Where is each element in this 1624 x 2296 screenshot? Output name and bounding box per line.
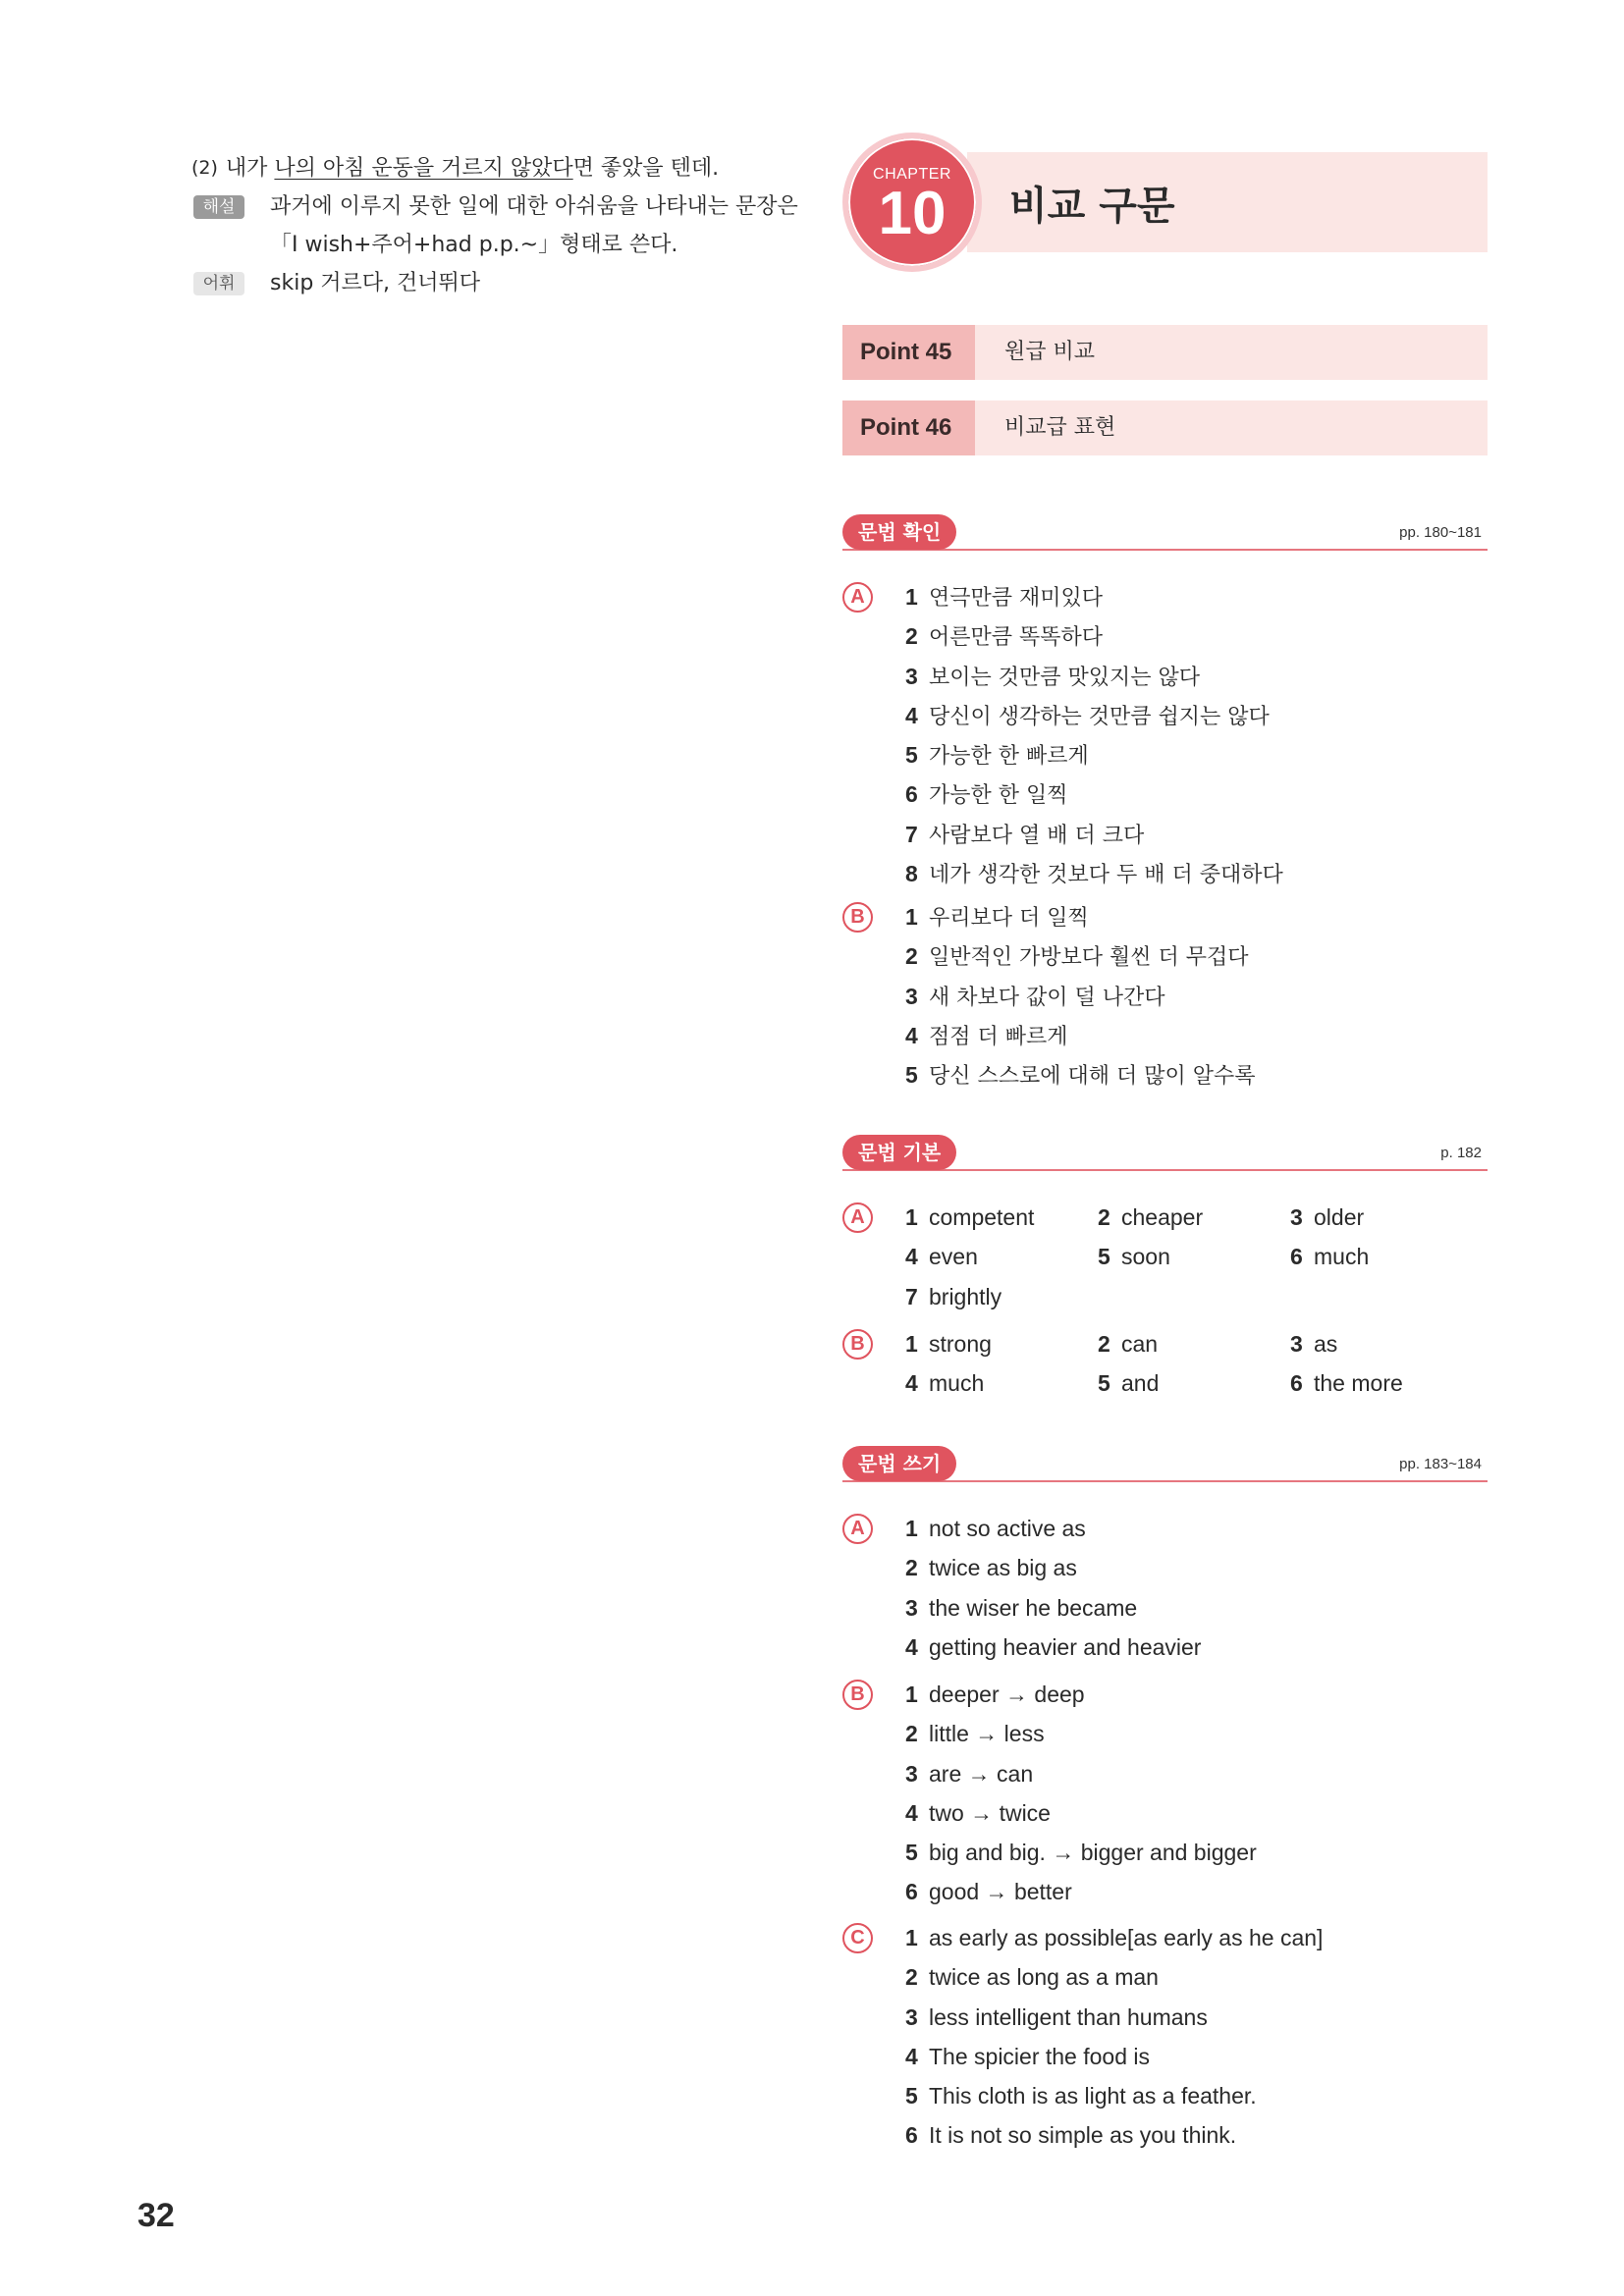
- item-text: the more: [1314, 1370, 1403, 1397]
- vocabulary-note: [191, 264, 800, 302]
- item-text: older: [1314, 1204, 1365, 1230]
- item-text: 당신이 생각하는 것만큼 쉽지는 않다: [929, 704, 1270, 729]
- answer-list: [905, 1199, 1488, 1317]
- item-text: 사람보다 열 배 더 크다: [929, 823, 1145, 848]
- answer-item: [905, 578, 1488, 617]
- group-marker: A: [842, 582, 873, 613]
- answer-list: [905, 1510, 1488, 1668]
- answer-item: [905, 1794, 1488, 1834]
- item-text: as: [1314, 1331, 1338, 1357]
- section-header-grammar-check: [842, 514, 1488, 554]
- answer-item: [905, 775, 1488, 815]
- answer-item: [905, 1919, 1488, 1958]
- item-number: 5: [905, 1840, 918, 1866]
- item-text: 보이는 것만큼 맛있지는 않다: [929, 665, 1201, 690]
- answer-item: [905, 1834, 1488, 1873]
- answer-list: [905, 898, 1488, 1095]
- item-text: 네가 생각한 것보다 두 배 더 중대하다: [929, 863, 1283, 888]
- answer-item: [905, 1715, 1488, 1754]
- item-number: 4: [905, 1370, 918, 1397]
- point-label: Point 45: [842, 325, 975, 380]
- item-number: 1: [905, 904, 918, 930]
- answer-item: [905, 937, 1488, 977]
- vocabulary-text: skip 거르다, 건너뛰다: [270, 271, 481, 295]
- item-text: less intelligent than humans: [929, 2003, 1208, 2030]
- explanation-text: 과거에 이루지 못한 일에 대한 아쉬움을 나타내는 문장은「I wish+주어+had p.p.~」형태로 쓴다.: [270, 194, 798, 257]
- answer-list: [905, 1919, 1488, 2157]
- item-number: 1: [905, 1682, 918, 1707]
- chapter-label: CHAPTER: [873, 166, 951, 183]
- question-number: (2): [191, 157, 218, 179]
- answer-item: [1098, 1238, 1290, 1277]
- answer-item: [1290, 1325, 1483, 1364]
- item-text: 가능한 한 일찍: [929, 783, 1068, 809]
- item-number: 1: [905, 1204, 918, 1230]
- item-text: deeper → deep: [929, 1682, 1085, 1707]
- question-2: [191, 149, 800, 187]
- answer-item: [905, 1278, 1098, 1317]
- answer-item: [1290, 1238, 1483, 1277]
- section-header-grammar-basics: [842, 1135, 1488, 1174]
- point-row-46: [842, 400, 1488, 455]
- answer-item: [905, 736, 1488, 775]
- item-number: 3: [905, 983, 918, 1009]
- item-number: 5: [1098, 1370, 1110, 1397]
- vocabulary-tag: 어휘: [193, 272, 244, 295]
- answer-item: [905, 1873, 1488, 1912]
- item-number: 5: [905, 2083, 918, 2109]
- answer-item: [905, 1199, 1098, 1238]
- item-text: 가능한 한 빠르게: [929, 744, 1089, 770]
- answer-item: [905, 898, 1488, 937]
- item-text: cheaper: [1121, 1204, 1204, 1230]
- point-row-45: [842, 325, 1488, 380]
- item-text: strong: [929, 1331, 992, 1357]
- answer-item: [905, 1017, 1488, 1056]
- item-number: 6: [1290, 1370, 1303, 1397]
- item-number: 3: [1290, 1331, 1303, 1357]
- section-pages: p. 182: [1440, 1145, 1482, 1161]
- item-number: 4: [905, 2043, 918, 2069]
- item-number: 3: [905, 1594, 918, 1621]
- item-number: 1: [905, 1925, 918, 1950]
- group-marker: A: [842, 1514, 873, 1544]
- item-text: brightly: [929, 1283, 1002, 1309]
- answer-item: [905, 1629, 1488, 1668]
- group-marker: C: [842, 1923, 873, 1953]
- item-text: competent: [929, 1204, 1035, 1230]
- answer-item: [905, 2116, 1488, 2156]
- item-number: 4: [905, 1244, 918, 1270]
- answer-list: [905, 1325, 1488, 1405]
- item-text: 어른만큼 똑똑하다: [929, 625, 1104, 651]
- item-text: big and big. → bigger and bigger: [929, 1840, 1257, 1866]
- item-number: 4: [905, 1022, 918, 1048]
- item-text: are → can: [929, 1760, 1034, 1787]
- point-title: 비교급 표현: [975, 400, 1488, 455]
- item-number: 6: [1290, 1244, 1303, 1270]
- section-pages: pp. 183~184: [1399, 1456, 1482, 1472]
- answer-item: [905, 658, 1488, 697]
- answer-item: [905, 2077, 1488, 2116]
- item-number: 4: [905, 702, 918, 728]
- item-text: It is not so simple as you think.: [929, 2122, 1237, 2149]
- item-number: 6: [905, 781, 918, 808]
- item-text: can: [1121, 1331, 1159, 1357]
- item-number: 2: [905, 1555, 918, 1581]
- item-text: not so active as: [929, 1516, 1086, 1541]
- question-text: [226, 149, 719, 187]
- item-number: 3: [1290, 1204, 1303, 1230]
- point-label: Point 46: [842, 400, 975, 455]
- answer-item: [905, 1364, 1098, 1404]
- item-number: 5: [905, 742, 918, 769]
- item-text: 점점 더 빠르게: [929, 1024, 1068, 1049]
- item-text: The spicier the food is: [929, 2043, 1151, 2069]
- section-pages: pp. 180~181: [1399, 524, 1482, 541]
- item-number: 2: [905, 623, 918, 650]
- item-text: 당신 스스로에 대해 더 많이 알수록: [929, 1064, 1256, 1090]
- answer-item: [905, 697, 1488, 736]
- chapter-title: 비교 구문: [1009, 184, 1175, 229]
- item-number: 2: [905, 1721, 918, 1747]
- item-text: 연극만큼 재미있다: [929, 586, 1104, 611]
- item-text: much: [1314, 1244, 1370, 1270]
- item-text: soon: [1121, 1244, 1170, 1270]
- item-number: 6: [905, 1879, 918, 1905]
- item-number: 1: [905, 1331, 918, 1357]
- section-title: 문법 쓰기: [842, 1446, 956, 1481]
- item-text: getting heavier and heavier: [929, 1633, 1202, 1660]
- item-text: and: [1121, 1370, 1160, 1397]
- item-text: 일반적인 가방보다 훨씬 더 무겁다: [929, 945, 1249, 971]
- item-number: 2: [905, 943, 918, 970]
- group-marker: A: [842, 1202, 873, 1233]
- item-text: twice as big as: [929, 1555, 1077, 1581]
- item-number: 3: [905, 663, 918, 689]
- question-underlined: 나의 아침 운동을 거르지 않았다: [274, 156, 573, 181]
- answer-item: [905, 617, 1488, 657]
- item-number: 8: [905, 861, 918, 887]
- answer-item: [905, 1755, 1488, 1794]
- answer-item: [1098, 1364, 1290, 1404]
- answer-item: [905, 978, 1488, 1017]
- answer-item: [905, 1958, 1488, 1998]
- item-number: 7: [905, 1283, 918, 1309]
- explanation-tag: 해설: [193, 195, 244, 219]
- item-text: the wiser he became: [929, 1594, 1138, 1621]
- item-text: twice as long as a man: [929, 1964, 1159, 1991]
- left-column: [191, 149, 800, 302]
- section-header-grammar-writing: [842, 1446, 1488, 1485]
- item-number: 4: [905, 1633, 918, 1660]
- item-number: 5: [905, 1062, 918, 1089]
- answer-item: [905, 816, 1488, 855]
- group-marker: B: [842, 1329, 873, 1360]
- answer-list: [905, 1676, 1488, 1913]
- item-text: much: [929, 1370, 985, 1397]
- question-pre: 내가: [225, 156, 275, 181]
- answer-item: [1098, 1199, 1290, 1238]
- item-number: 5: [1098, 1244, 1110, 1270]
- chapter-number: 10: [878, 180, 947, 247]
- item-text: This cloth is as light as a feather.: [929, 2083, 1257, 2109]
- group-marker: B: [842, 1680, 873, 1710]
- answer-item: [905, 1056, 1488, 1095]
- item-number: 2: [1098, 1331, 1110, 1357]
- answer-item: [905, 855, 1488, 894]
- answer-item: [1290, 1199, 1483, 1238]
- item-number: 1: [905, 584, 918, 610]
- item-text: 우리보다 더 일찍: [929, 906, 1089, 931]
- answer-item: [905, 1238, 1098, 1277]
- point-title: 원급 비교: [975, 325, 1488, 380]
- answer-item: [905, 1510, 1488, 1549]
- item-number: 4: [905, 1799, 918, 1826]
- item-text: little → less: [929, 1721, 1045, 1747]
- item-text: two → twice: [929, 1799, 1051, 1826]
- answer-item: [1290, 1364, 1483, 1404]
- explanation-note: [191, 187, 800, 264]
- answer-item: [905, 2038, 1488, 2077]
- chapter-badge: [842, 133, 982, 272]
- item-number: 3: [905, 1760, 918, 1787]
- answer-item: [905, 1999, 1488, 2038]
- item-text: good → better: [929, 1879, 1072, 1905]
- group-marker: B: [842, 902, 873, 933]
- item-text: even: [929, 1244, 978, 1270]
- item-number: 2: [905, 1964, 918, 1991]
- answer-item: [905, 1676, 1488, 1715]
- section-title: 문법 기본: [842, 1135, 956, 1170]
- item-number: 3: [905, 2003, 918, 2030]
- answer-item: [905, 1589, 1488, 1629]
- item-number: 1: [905, 1516, 918, 1541]
- answer-item: [905, 1549, 1488, 1588]
- section-title: 문법 확인: [842, 514, 956, 550]
- item-number: 6: [905, 2122, 918, 2149]
- answer-list: [905, 578, 1488, 894]
- answer-item: [905, 1325, 1098, 1364]
- question-post: 면 좋았을 텐데.: [572, 156, 720, 181]
- item-number: 7: [905, 821, 918, 847]
- item-number: 2: [1098, 1204, 1110, 1230]
- item-text: 새 차보다 값이 덜 나간다: [929, 985, 1165, 1010]
- answer-item: [1098, 1325, 1290, 1364]
- page-number: 32: [137, 2197, 175, 2234]
- item-text: as early as possible[as early as he can]: [929, 1925, 1324, 1950]
